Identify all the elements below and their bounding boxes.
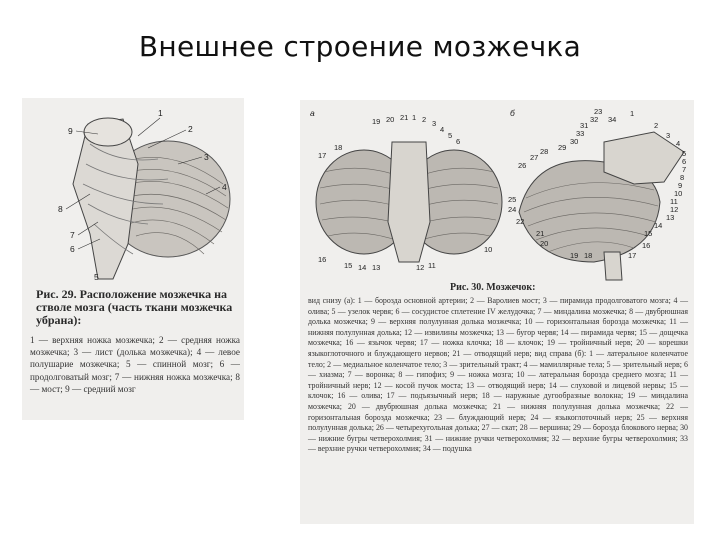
label-8: 8 [58,204,63,214]
label-a-15: 15 [344,261,353,270]
label-a-17: 17 [318,151,327,160]
label-a-10: 10 [484,245,493,254]
label-b-22: 22 [516,217,525,226]
label-b-12: 12 [670,205,679,214]
label-1: 1 [158,108,163,118]
label-a-18: 18 [334,143,343,152]
figure-30-scan [300,100,694,524]
label-b-34: 34 [608,115,617,124]
panel-b-marker: б [510,108,515,118]
page-title: Внешнее строение мозжечка [138,30,582,63]
figure-30-legend: вид снизу (а): 1 — борозда основной артерии; 2 — Варолиев мост; 3 — пирамида продолговатого мозга; 4 — олива; 5 — узелок червя; 6 — сосудистое сплетение IV желудочка; 7 — миндалина мозжечка; 8 — двубрюшная долька мозжечка; 9 — верхняя полулунная долька мозжечка; 10 — горизонтальная борозда мозжечка; 11 — нижняя полулунная долька; 12 — извилины мозжечка; 13 — бугор червя; 14 — пирамида червя; 15 — дощечка мозжечка; 16 — язычок червя; 17 — ножка клочка; 18 — клочок; 19 — тройничный нерв; 20 — корешки языкоглоточного и блуждающего нервов; 21 — отводящий нерв; вид справа (б): 1 — латеральное коленчатое тело; 2 — медиальное коленчатое тело; 3 — зрительный тракт; 4 — мамиллярные тела; 5 — зрительный нерв; 6 — хиазма; 7 — воронка; 8 — гипофиз; 9 — ножка мозга; 10 — латеральная борозда среднего мозга; 11 — тройничный нерв; 12 — косой пучок моста; 13 — отводящий нерв; 14 — слуховой и лицевой нервы; 15 — клочок; 16 — олива; 17 — подъязычный нерв; 18 — наружные дугообразные волокна; 19 — миндалина мозжечка; 20 — двубрюшная долька мозжечка; 21 — нижняя полулунная долька мозжечка; 22 — горизонтальная борозда мозжечка; 23 — блуждающий нерв; 24 — языкоглоточный нерв; 25 — верхняя полулунная долька; 26 — четырехугольная долька; 27 — скат; 28 — вершина; 29 — борозда блокового нерва; 30 — нижние бугры четверохолмия; 31 — нижние ручки четверохолмия; 32 — верхние бугры четверохолмия; 33 — верхние ручки четверохолмия; 34 — подушка [308,296,688,454]
figure-30-caption: Рис. 30. Мозжечок: [450,282,536,293]
label-a-16: 16 [318,255,327,264]
label-b-14: 14 [654,221,663,230]
figure-29-caption: Рис. 29. Расположение мозжечка на стволе мозга (часть ткани мозжечка убрана): [36,287,233,327]
label-6: 6 [70,244,75,254]
label-b-7: 7 [682,165,687,174]
label-b-32: 32 [590,115,599,124]
label-b-4: 4 [676,139,681,148]
label-b-27: 27 [530,153,539,162]
label-a-21: 21 [400,113,409,122]
label-a-2: 2 [422,115,427,124]
label-b-9: 9 [678,181,683,190]
label-b-16: 16 [642,241,651,250]
label-a-14: 14 [358,263,367,272]
label-b-1: 1 [630,109,635,118]
figure-29-scan [22,98,244,420]
label-b-23: 23 [594,107,603,116]
label-b-2: 2 [654,121,659,130]
label-a-5: 5 [448,131,453,140]
label-5: 5 [94,272,99,282]
label-b-15: 15 [644,229,653,238]
label-b-21: 21 [536,229,545,238]
label-b-30: 30 [570,137,579,146]
label-7: 7 [70,230,75,240]
label-b-6: 6 [682,157,687,166]
label-3: 3 [204,152,209,162]
label-b-33: 33 [576,129,585,138]
label-4: 4 [222,182,227,192]
label-b-5: 5 [682,149,687,158]
cerebellum-views-illustration [304,102,690,282]
label-a-19: 19 [372,117,381,126]
label-b-10: 10 [674,189,683,198]
label-a-13: 13 [372,263,381,272]
brainstem-cerebellum-illustration [28,104,236,284]
label-9: 9 [68,126,73,136]
label-a-20: 20 [386,115,395,124]
label-a-3: 3 [432,119,437,128]
label-b-11: 11 [670,197,678,206]
figure-29-legend: 1 — верхняя ножка мозжечка; 2 — средняя ножка мозжечка; 3 — лист (долька мозжечка); 4 — левое полушарие мозжечка; 5 — спинной мозг; 6 — продолговатый мозг; 7 — нижняя ножка мозжечка; 8 — мост; 9 — средний мозг [30,335,240,394]
label-b-8: 8 [680,173,685,182]
label-a-12: 12 [416,263,425,272]
label-a-11: 11 [428,261,436,270]
label-b-13: 13 [666,213,675,222]
label-b-18: 18 [584,251,593,260]
label-2: 2 [188,124,193,134]
label-b-17: 17 [628,251,637,260]
label-a-6: 6 [456,137,461,146]
label-b-25: 25 [508,195,517,204]
label-b-20: 20 [540,239,549,248]
label-b-31: 31 [580,121,589,130]
label-b-28: 28 [540,147,549,156]
label-a-1: 1 [412,113,417,122]
label-b-3: 3 [666,131,671,140]
panel-a-marker: а [310,108,315,118]
label-b-29: 29 [558,143,567,152]
label-a-4: 4 [440,125,445,134]
view-below-drawing [316,142,502,262]
label-b-19: 19 [570,251,579,260]
label-b-26: 26 [518,161,527,170]
label-b-24: 24 [508,205,517,214]
